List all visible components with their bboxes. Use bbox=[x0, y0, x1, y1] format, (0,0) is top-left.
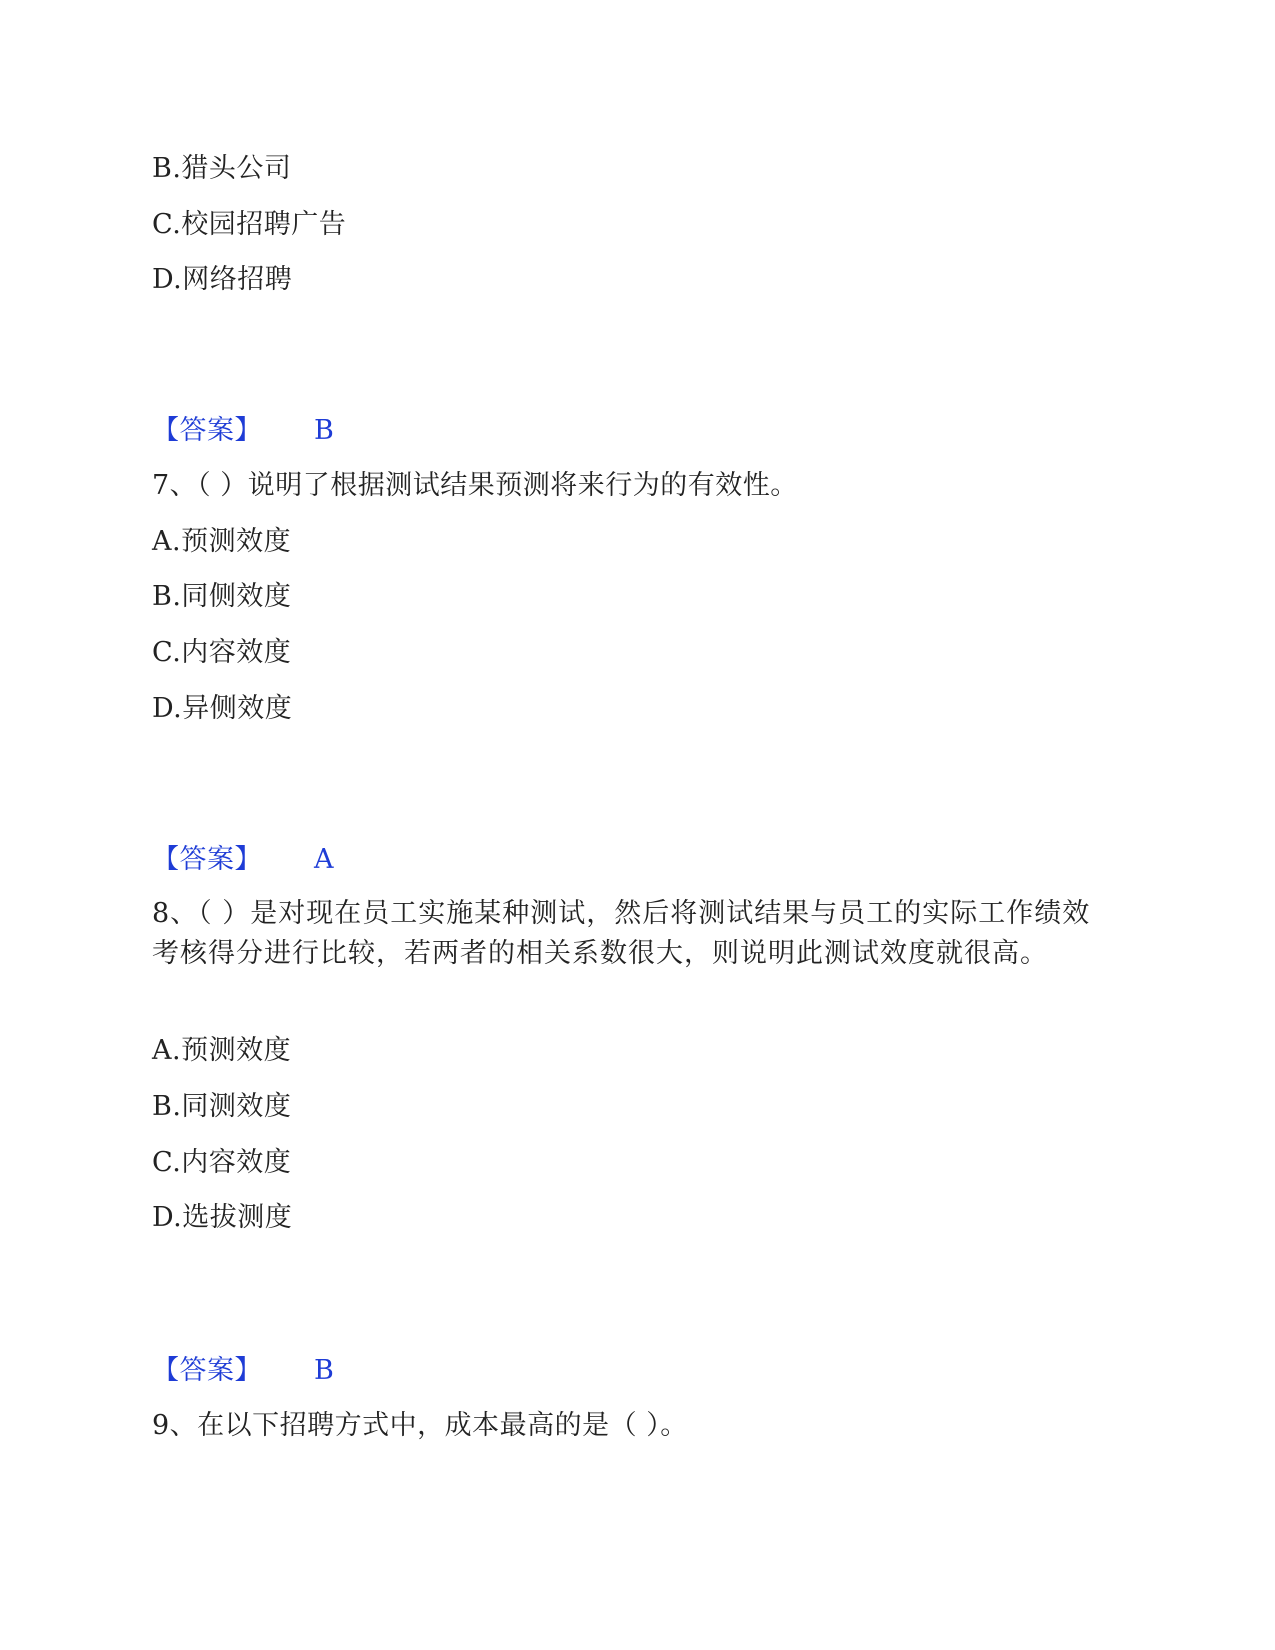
answer-line bbox=[152, 1357, 334, 1384]
answer-label: 【答案】 bbox=[152, 1355, 262, 1386]
answer-value: A bbox=[314, 844, 334, 875]
option-d: D.网络招聘 bbox=[152, 264, 293, 295]
option-a: A.预测效度 bbox=[152, 526, 292, 557]
answer-line bbox=[152, 846, 334, 873]
option-b: B.猎头公司 bbox=[152, 153, 292, 184]
answer-label: 【答案】 bbox=[152, 844, 262, 875]
answer-value: B bbox=[314, 1355, 335, 1386]
question-text: 7、（ ）说明了根据测试结果预测将来行为的有效性。 bbox=[152, 470, 798, 501]
question-text: 9、在以下招聘方式中，成本最高的是（ ）。 bbox=[152, 1410, 688, 1441]
option-c: C.内容效度 bbox=[152, 1147, 292, 1178]
question-text: 8、（ ）是对现在员工实施某种测试，然后将测试结果与员工的实际工作绩效考核得分进行比较，若两者的相关系数很大，则说明此测试效度就很高。 bbox=[152, 898, 1091, 969]
option-a: A.预测效度 bbox=[152, 1035, 292, 1066]
option-b: B.同测效度 bbox=[152, 1091, 292, 1122]
answer-value: B bbox=[314, 415, 335, 446]
answer-label: 【答案】 bbox=[152, 415, 262, 446]
option-b: B.同侧效度 bbox=[152, 581, 292, 612]
option-c: C.校园招聘广告 bbox=[152, 209, 347, 240]
answer-line bbox=[152, 417, 334, 444]
option-d: D.异侧效度 bbox=[152, 693, 293, 724]
option-c: C.内容效度 bbox=[152, 637, 292, 668]
option-d: D.选拔测度 bbox=[152, 1202, 293, 1233]
